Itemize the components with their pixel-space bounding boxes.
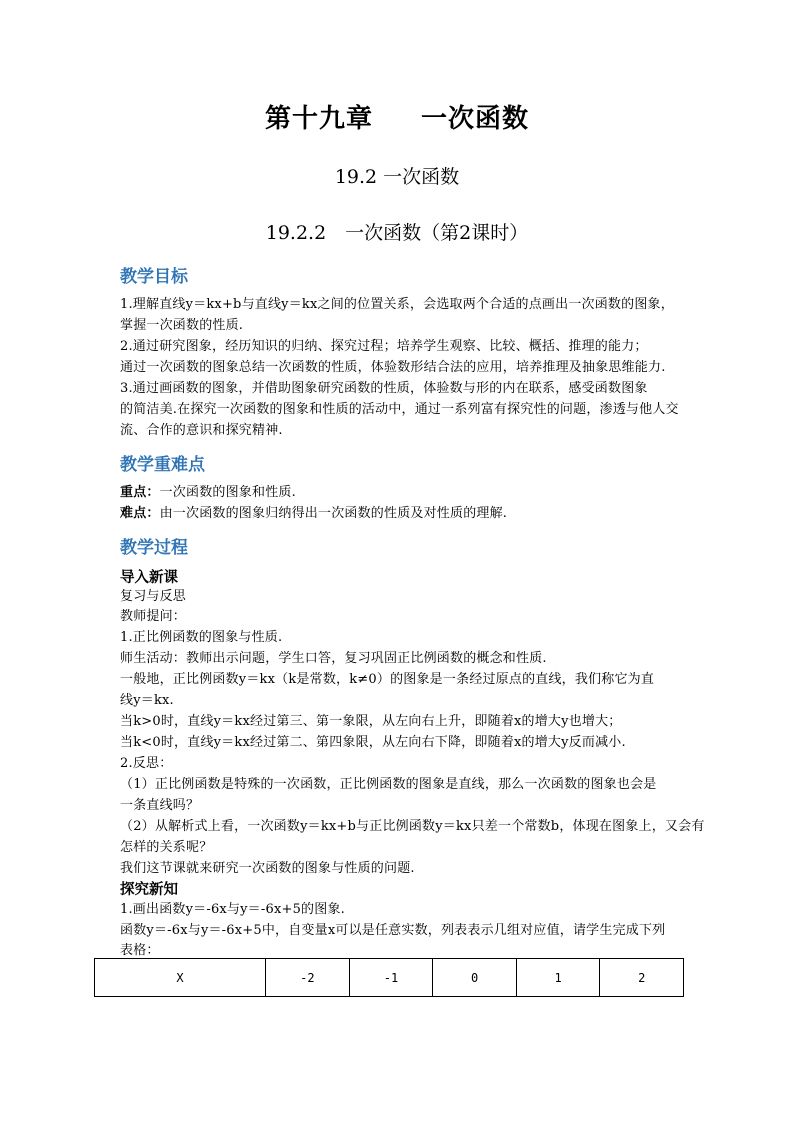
table-row xyxy=(95,959,684,997)
process-line: 一条直线吗？ xyxy=(120,798,200,813)
process-line: 函数y＝-6x与y＝-6x+5中，自变量x可以是任意实数，列表表示几组对应值，请学生完成下列 xyxy=(120,923,666,938)
table-cell: -2 xyxy=(266,959,350,997)
table-cell: 2 xyxy=(600,959,684,997)
process-line: 怎样的关系呢？ xyxy=(120,840,213,855)
hard-point xyxy=(120,503,507,524)
goals-line: 通过一次函数的图象总结一次函数的性质，体验数形结合法的应用，培养推理及抽象思维能力. xyxy=(120,360,666,375)
goals-heading: 教学目标 xyxy=(120,267,188,287)
process-line: 2.反思： xyxy=(120,756,173,771)
process-line: 当k<0时，直线y＝kx经过第二、第四象限，从左向右下降，即随着x的增大y反而减小. xyxy=(120,735,626,750)
goals-line: 掌握一次函数的性质. xyxy=(120,318,244,333)
process-line: 1.画出函数y＝-6x与y＝-6x+5的图象. xyxy=(120,902,345,917)
chapter-name: 一次函数 xyxy=(421,104,530,134)
process-heading: 教学过程 xyxy=(120,538,188,558)
keypoints-heading: 教学重难点 xyxy=(120,455,205,475)
table-cell: 1 xyxy=(516,959,600,997)
explore-heading: 探究新知 xyxy=(120,882,178,898)
goals-line: 2.通过研究图象，经历知识的归纳、探究过程；培养学生观察、比较、概括、推理的能力； xyxy=(120,339,648,354)
hard-text: 由一次函数的图象归纳得出一次函数的性质及对性质的理解. xyxy=(159,506,508,521)
process-line: 教师提问： xyxy=(120,609,187,624)
chapter-number: 第十九章 xyxy=(264,104,373,134)
process-line: 表格： xyxy=(120,943,160,958)
table-cell: -1 xyxy=(349,959,433,997)
key-label: 重点： xyxy=(120,485,160,500)
process-line: 一般地，正比例函数y＝kx（k是常数，k≠0）的图象是一条经过原点的直线，我们称它为直 xyxy=(120,672,655,687)
process-line: 复习与反思 xyxy=(120,589,187,604)
key-point xyxy=(120,482,296,503)
chapter-title xyxy=(0,98,794,135)
process-line: （2）从解析式上看，一次函数y＝kx+b与正比例函数y＝kx只差一个常数b，体现在图象上，又会有 xyxy=(120,819,705,834)
goals-line: 1.理解直线y＝kx+b与直线y＝kx之间的位置关系，会选取两个合适的点画出一次函数的图象， xyxy=(120,297,674,312)
process-line: 线y＝kx. xyxy=(120,693,174,708)
key-text: 一次函数的图象和性质. xyxy=(159,485,296,500)
goals-line: 3.通过画函数的图象，并借助图象研究函数的性质，体验数与形的内在联系，感受函数图象 xyxy=(120,381,648,396)
goals-line: 的简洁美.在探究一次函数的图象和性质的活动中，通过一系列富有探究性的问题，渗透与他人交 xyxy=(120,402,679,417)
intro-heading: 导入新课 xyxy=(120,570,178,586)
subsection-title: 19.2.2 一次函数（第2课时） xyxy=(265,222,529,244)
value-table xyxy=(94,958,684,997)
process-line: 师生活动：教师出示问题，学生口答，复习巩固正比例函数的概念和性质. xyxy=(120,651,547,666)
table-cell: 0 xyxy=(433,959,517,997)
hard-label: 难点： xyxy=(120,506,160,521)
process-line: 当k>0时，直线y＝kx经过第三、第一象限，从左向右上升，即随着x的增大y也增大； xyxy=(120,714,622,729)
process-line: 我们这节课就来研究一次函数的图象与性质的问题. xyxy=(120,861,415,876)
table-header-cell: X xyxy=(95,959,266,997)
goals-line: 流、合作的意识和探究精神. xyxy=(120,423,283,438)
process-line: （1）正比例函数是特殊的一次函数，正比例函数的图象是直线，那么一次函数的图象也会是 xyxy=(120,777,657,792)
section-title: 19.2 一次函数 xyxy=(334,166,460,188)
process-line: 1.正比例函数的图象与性质. xyxy=(120,630,283,645)
